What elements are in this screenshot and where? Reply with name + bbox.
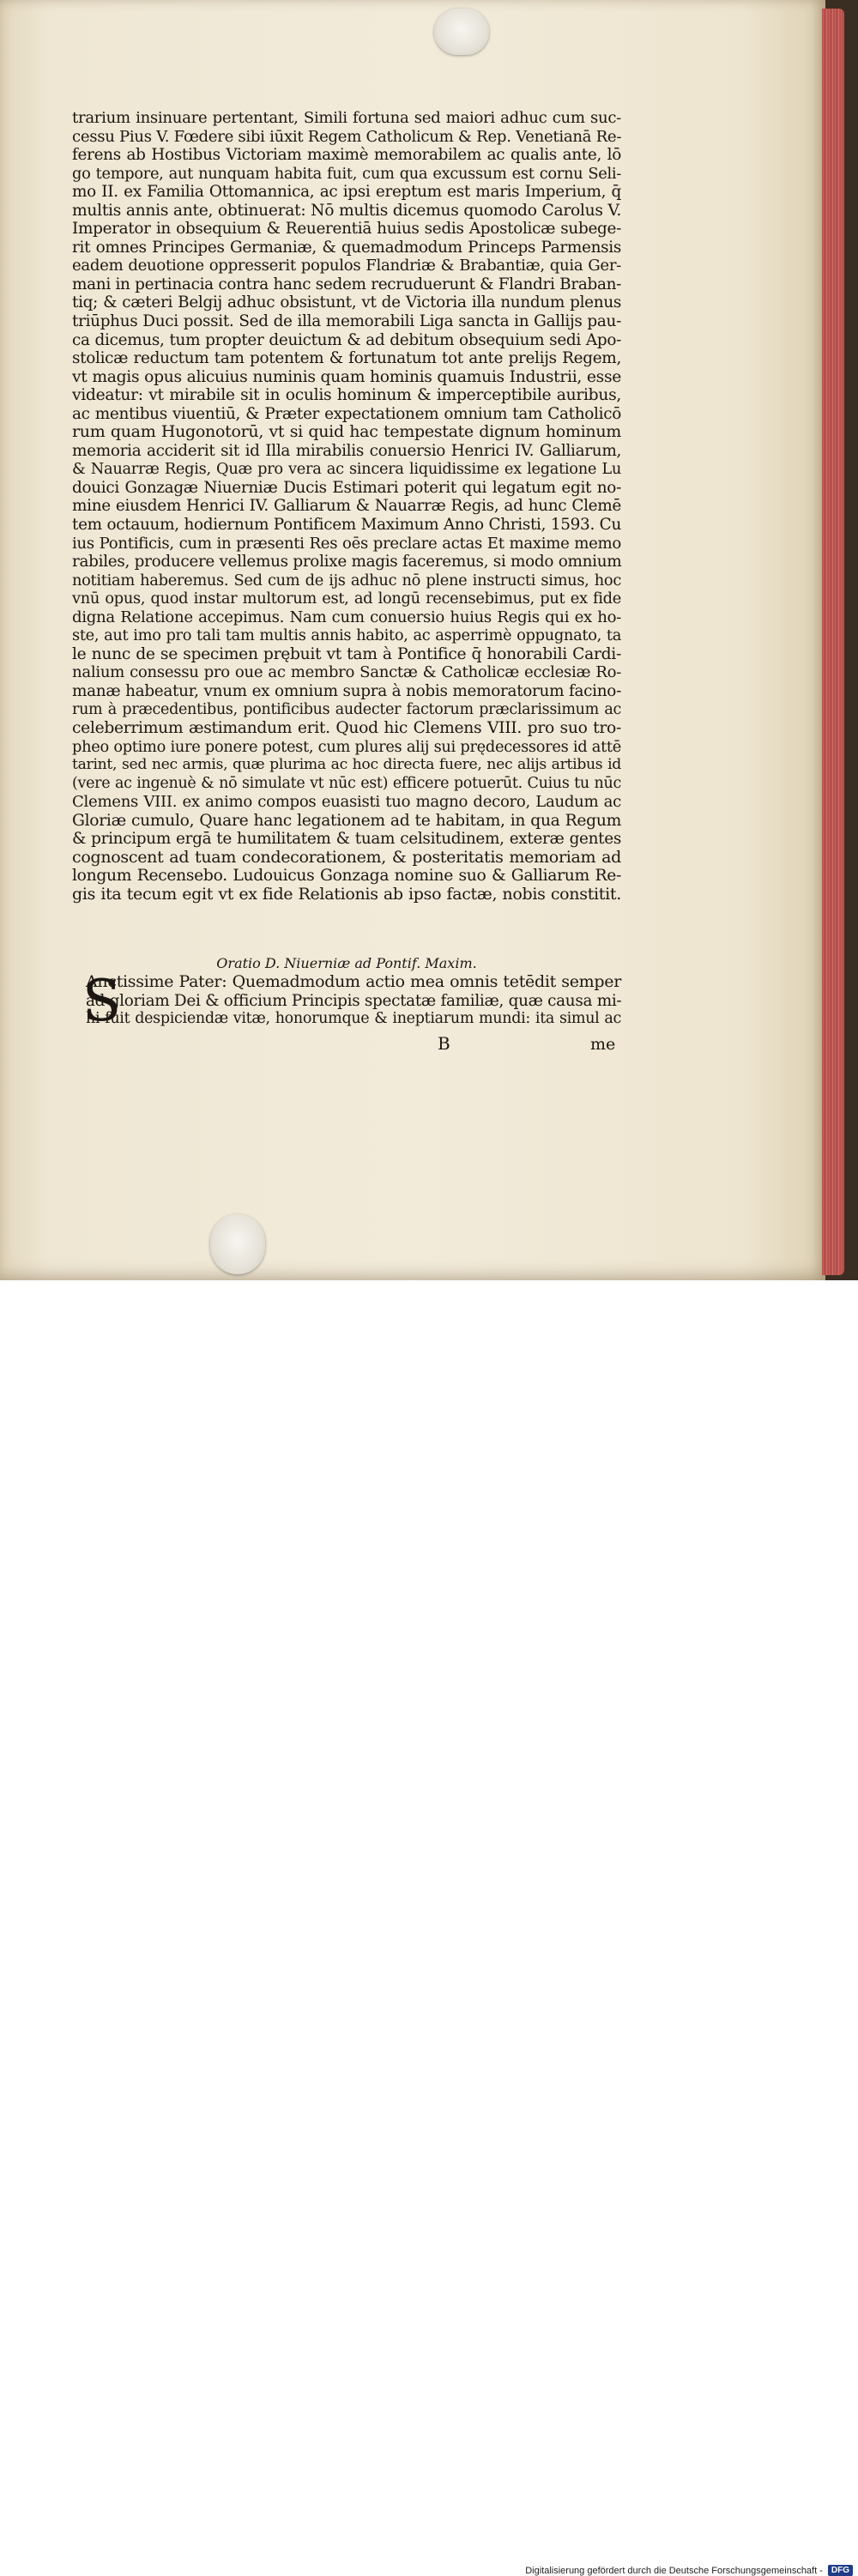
text-line: tem octauum, hodiernum Pontificem Maximum Anno Christi, 1593. Cu [72, 516, 621, 535]
text-line: longum Recensebo. Ludouicus Gonzaga nomine suo & Galliarum Re- [72, 867, 621, 886]
text-line: Clemens VIII. ex animo compos euasisti tuo magno decoro, Laudum ac [72, 793, 621, 812]
text-line: ste, aut imo pro tali tam multis annis habito, ac asperrimè oppugnato, ta [72, 626, 621, 645]
page-edge-red [822, 9, 844, 1275]
text-line: ferens ab Hostibus Victoriam maximè memorabilem ac qualis ante, lō [72, 146, 621, 165]
text-line: celeberrimum æstimandum erit. Quod hic Clemens VIII. pro suo tro- [72, 719, 621, 738]
text-line: rum à præcedentibus, pontificibus audecter factorum præclarissimum ac [72, 700, 621, 718]
text-line: douici Gonzagæ Niuerniæ Ducis Estimari poterit qui legatum egit no- [72, 478, 621, 497]
text-line: pheo optimo iure ponere potest, cum plures alij sui prędecessores id attē [72, 737, 621, 756]
text-line: & principum ergā te humilitatem & tuam celsitudinem, exteræ gentes [72, 830, 621, 849]
dfg-logo-icon: DFG [828, 2565, 853, 2576]
text-line: videatur: vt mirabile sit in oculis hominum & imperceptibile auribus, [72, 386, 621, 405]
text-line: multis annis ante, obtinuerat: Nō multis dicemus quomodo Carolus V. [72, 201, 621, 220]
paper-clip-bottom [210, 1214, 265, 1274]
oratio-line: ad gloriam Dei & officium Principis spectatæ familiæ, quæ causa mi- [86, 991, 622, 1010]
text-line: (vere ac ingenuè & nō simulate vt nūc est) efficere potuerūt. Cuius tu nūc [72, 774, 621, 792]
text-line: go tempore, aut nunquam habita fuit, cum qua excussum est cornu Seli- [72, 164, 621, 183]
signature-mark: B [438, 1033, 450, 1054]
footer-strip [0, 1280, 858, 2576]
text-line: mo II. ex Familia Ottomannica, ac ipsi ereptum est maris Imperium, q̄ [72, 183, 621, 202]
text-line: notitiam haberemus. Sed cum de ijs adhuc nō plene instructi simus, hoc [72, 571, 621, 590]
text-line: digna Relatione accepimus. Nam cum conuersio huius Regis qui ex ho- [72, 608, 621, 626]
text-line: vt magis opus alicuius numinis quam hominis quamuis Industrii, esse [72, 367, 621, 386]
text-line: mine eiusdem Henrici IV. Galliarum & Nauarræ Regis, ad hunc Clemē [72, 497, 621, 516]
text-line: rabiles, producere vellemus prolixe magis faceremus, si modo omnium [72, 553, 622, 571]
text-line: mani in pertinacia contra hanc sedem recruduerunt & Flandri Braban- [72, 275, 622, 293]
credit-text: Digitalisierung gefördert durch die Deutsche Forschungsgemeinschaft - [525, 2565, 823, 2576]
text-line: Imperator in obsequium & Reuerentiā huius sedis Apostolicæ subege- [72, 220, 621, 239]
text-line: cessu Pius V. Fœdere sibi iūxit Regem Catholicum & Rep. Venetianā Re- [72, 127, 622, 146]
text-line: triūphus Duci possit. Sed de illa memorabili Liga sancta in Gallijs pau- [72, 312, 621, 331]
text-line: ca dicemus, tum propter deuictum & ad debitum obsequium sedi Apo- [72, 330, 621, 349]
drop-cap: S [82, 968, 122, 1034]
text-line: tarint, sed nec armis, quæ plurima ac hoc directa fuere, nec alijs artibus id [72, 756, 621, 774]
text-line: ac mentibus viuentiū, & Præter expectationem omnium tam Catholicō [72, 404, 621, 423]
oratio-text-block [86, 973, 621, 1029]
text-line: memoria acciderit sit id Illa mirabilis conuersio Henrici IV. Galliarum, [72, 441, 621, 460]
text-line: manæ habeatur, vnum ex omnium supra à nobis memoratorum facino- [72, 681, 621, 700]
text-line: rit omnes Principes Germaniæ, & quemadmodum Princeps Parmensis [72, 238, 621, 257]
text-line: Gloriæ cumulo, Quare hanc legationem ad te habitam, in qua Regum [72, 811, 621, 830]
text-line: stolicæ reductum tam potentem & fortunatum tot ante prelijs Regem, [72, 349, 621, 368]
text-line: le nunc de se specimen prębuit vt tam à Pontifice q̄ honorabili Cardi- [72, 644, 621, 663]
paper-clip-top [434, 9, 489, 55]
main-text-block [72, 109, 621, 904]
text-line: ius Pontificis, cum in præsenti Res oēs preclare actas Et maxime memo [72, 534, 621, 553]
digitization-credit [525, 2565, 853, 2576]
text-line: rum quam Hugonotorū, vt si quid hac tempestate dignum hominum [72, 422, 621, 442]
text-line: gis ita tecum egit vt ex fide Relationis ab ipso factæ, nobis constitit. [72, 884, 621, 904]
text-line: & Nauarræ Regis, Quæ pro vera ac sincera liquidissime ex legatione Lu [72, 460, 621, 479]
text-line: vnū opus, quod instar multorum est, ad longū recensebimus, put ex fide [72, 590, 621, 608]
text-line: nalium consessu pro oue ac membro Sanctæ & Catholicæ ecclesiæ Ro- [72, 663, 621, 682]
text-line: eadem deuotione oppresserit populos Flandriæ & Brabantiæ, quia Ger- [72, 257, 621, 275]
text-line: trarium insinuare pertentant, Simili fortuna sed maiori adhuc cum suc- [72, 109, 621, 127]
catchword: me [590, 1035, 616, 1054]
text-line: tiq; & cæteri Belgij adhuc obsistunt, vt de Victoria illa nundum plenus [72, 293, 621, 312]
section-heading: Oratio D. Niuerniæ ad Pontif. Maxim. [216, 955, 477, 971]
oratio-line: hi fuit despiciendæ vitæ, honorumque & ineptiarum mundi: ita simul ac [86, 1010, 621, 1027]
text-line: cognoscent ad tuam condecorationem, & posteritatis memoriam ad [72, 847, 621, 867]
oratio-line: Anctissime Pater: Quemadmodum actio mea omnis tetēdit semper [86, 972, 621, 991]
